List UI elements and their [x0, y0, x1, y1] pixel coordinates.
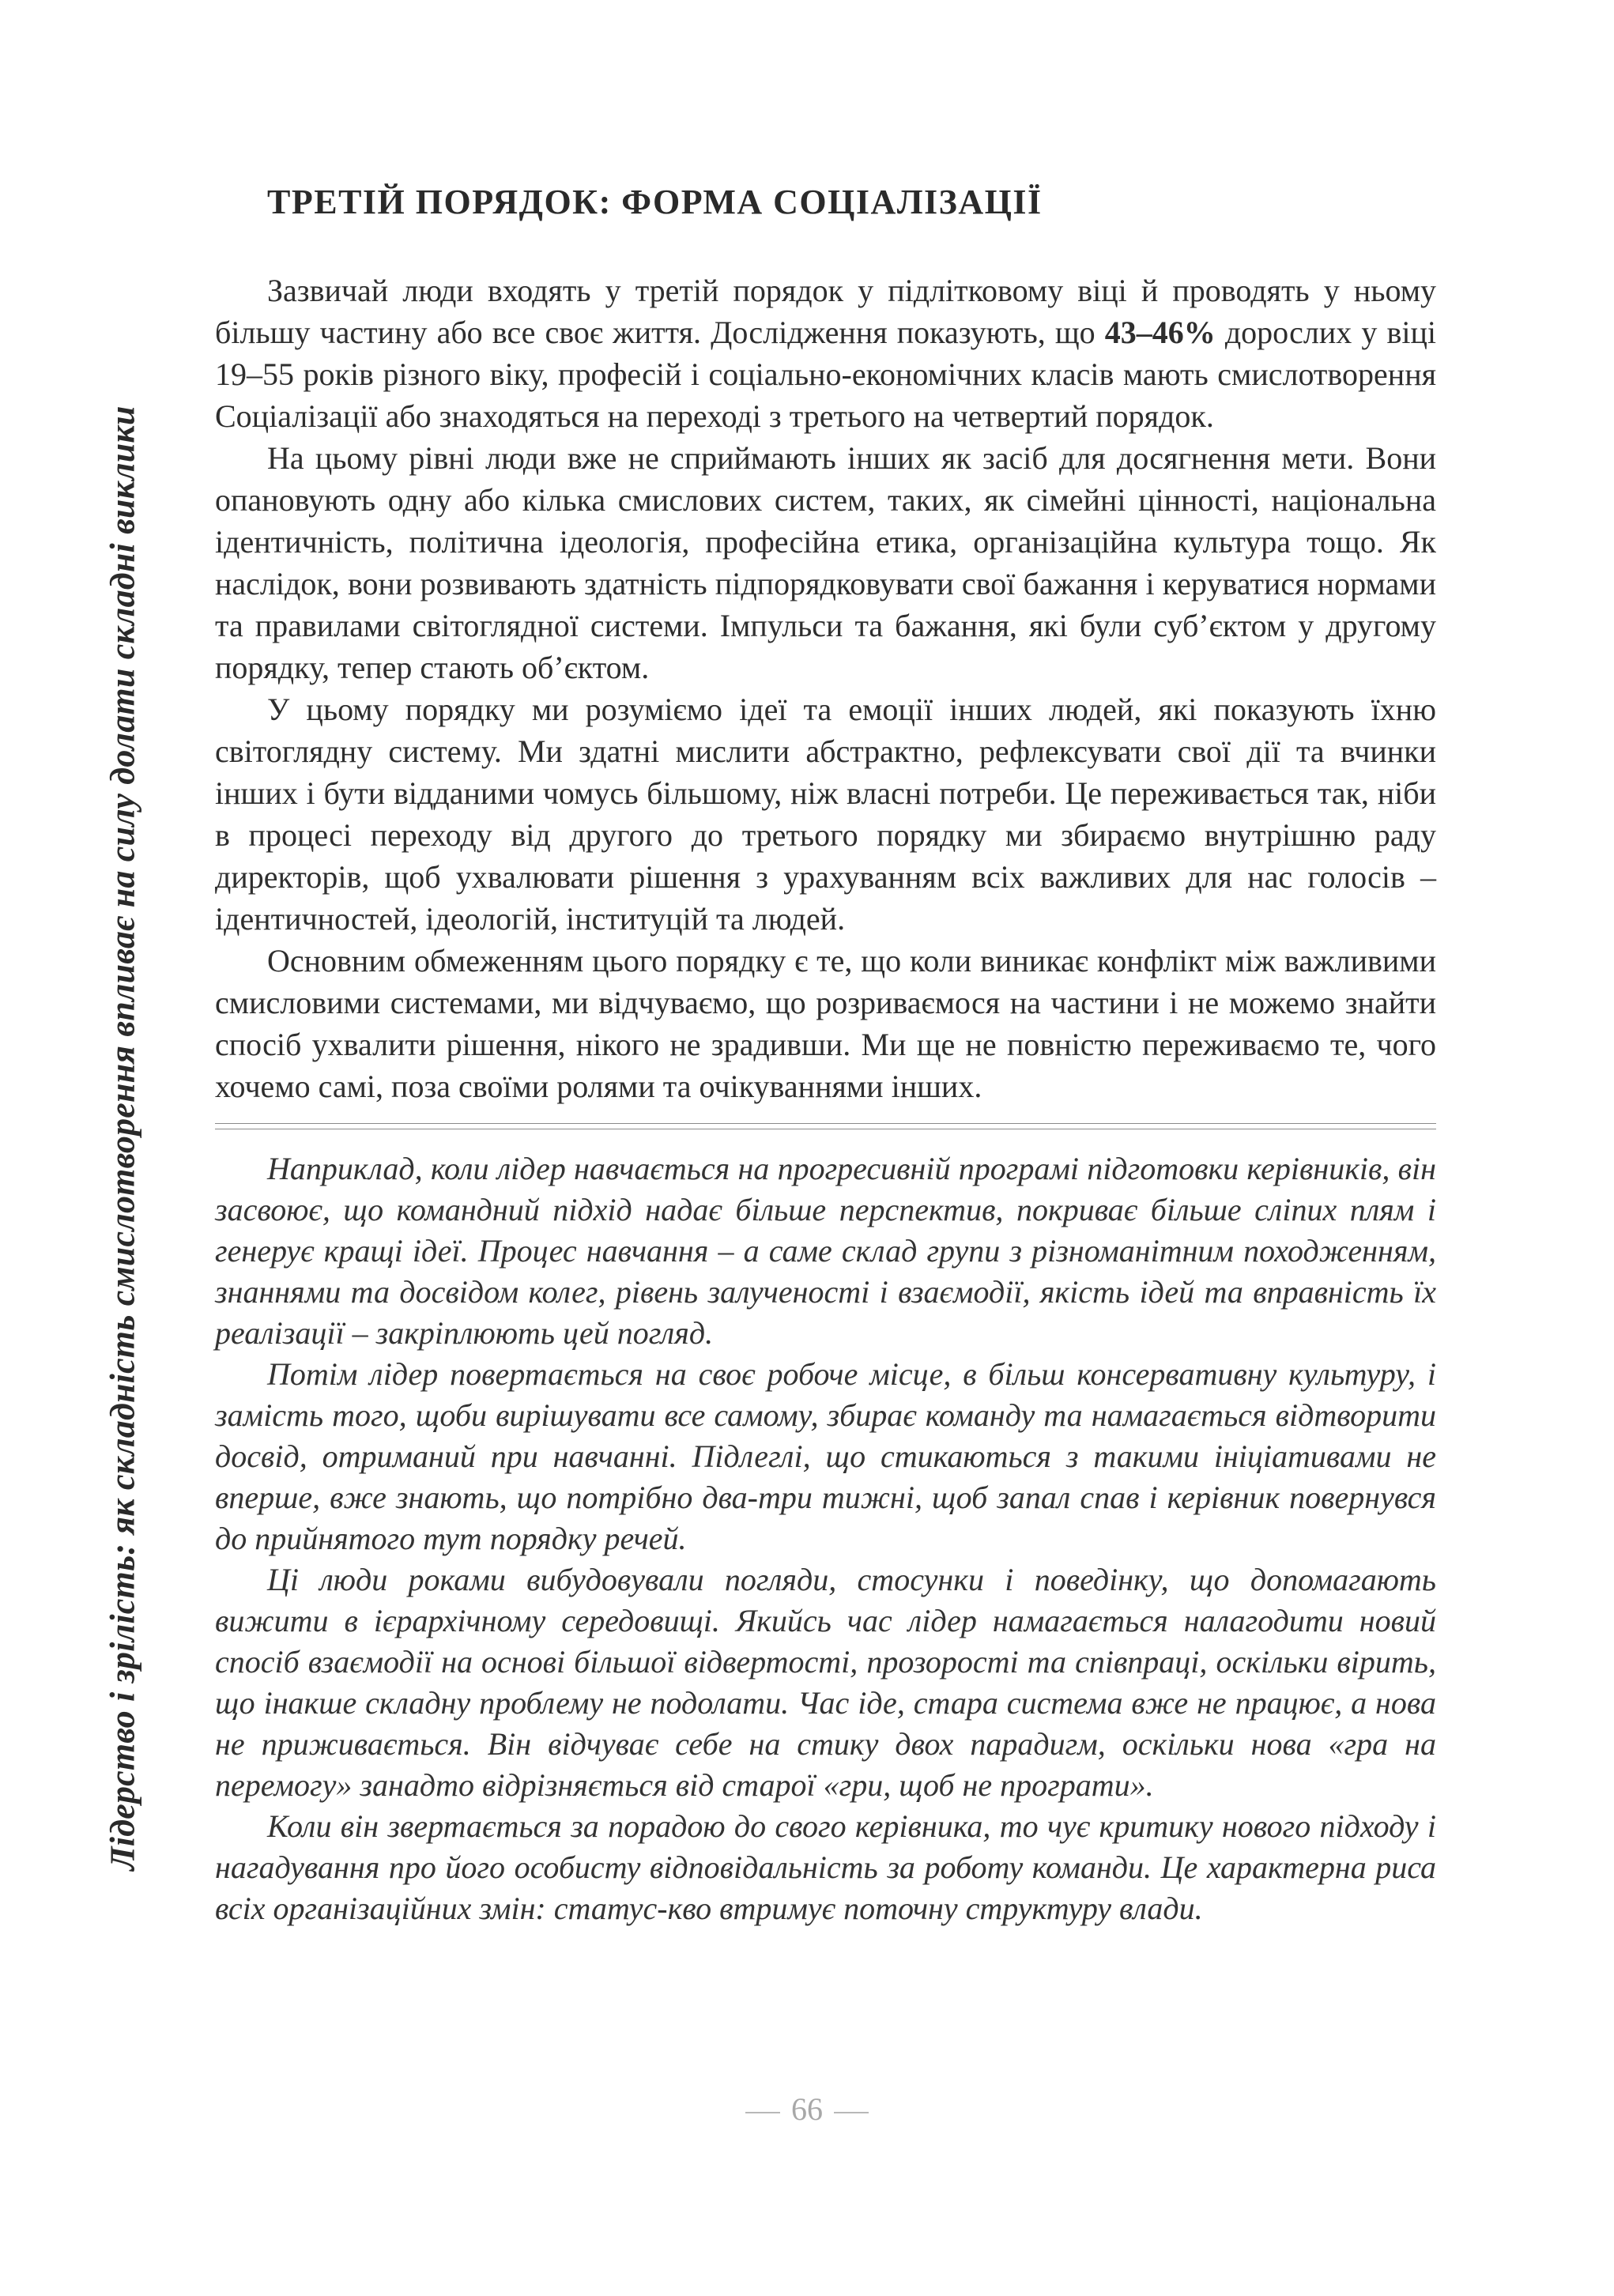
footer-dash-left	[745, 2112, 780, 2113]
body-paragraph: На цьому рівні люди вже не сприймають інших як засіб для досягнення мети. Вони опановують одну або кілька смислових систем, таких, як сімейні цінності, національна ідентичність, політична ідеологія, професійна етика, організаційна культура тощо. Як наслідок, вони розвивають здатність підпорядковувати свої бажання і керуватися нормами та правилами світоглядної системи. Імпульси та бажання, які були суб’єктом у другому порядку, тепер стають об’єктом.	[215, 440, 1436, 685]
body-paragraph: Основним обмеженням цього порядку є те, що коли виникає конфлікт між важливими смисловими системами, ми відчуваємо, що розриваємося на частини і не можемо знайти спосіб ухвалити рішення, нікого не зрадивши. Ми ще не повністю переживаємо те, чого хочемо самі, поза своїми ролями та очікуваннями інших.	[215, 943, 1436, 1104]
paragraph-text: Зазвичай люди входять у третій порядок у підлітковому віці й проводять у ньому більшу частину або все своє життя. Дослідження показують, що	[215, 273, 1436, 350]
body-paragraph	[215, 270, 1436, 437]
page-footer	[0, 2091, 1614, 2128]
section-heading: ТРЕТІЙ ПОРЯДОК: ФОРМА СОЦІАЛІЗАЦІЇ	[267, 183, 1043, 221]
body-paragraph: У цьому порядку ми розуміємо ідеї та емоції інших людей, які показують їхню світоглядну систему. Ми здатні мислити абстрактно, рефлексувати свої дії та вчинки інших і бути відданими чомусь більшому, ніж власні потреби. Це переживається так, ніби в процесі переходу від другого до третього порядку ми збираємо внутрішню раду директорів, щоб ухвалювати рішення з урахуванням всіх важливих для нас голосів – ідентичностей, ідеологій, інституцій та людей.	[215, 692, 1436, 937]
page-content	[215, 182, 1436, 1929]
bold-percentage: 43–46%	[1104, 315, 1216, 350]
page-number: 66	[791, 2091, 823, 2127]
paragraph-text: дорослих у віці 19–55 років різного віку, професій і соціально-економічних класів мають смислотворення Соціалізації або знаходяться на переході з третього на четвертий порядок.	[215, 315, 1436, 434]
running-head-vertical: Лідерство і зрілість: як складність смислотворення впливає на силу долати складні виклики	[103, 405, 142, 1871]
footer-dash-right	[834, 2112, 869, 2113]
example-paragraph: Наприклад, коли лідер навчається на прогресивній програмі підготовки керівників, він засвоює, що командний підхід надає більше перспектив, покриває більше сліпих плям і генерує кращі ідеї. Процес навчання – а саме склад групи з різноманітним походженням, знаннями та досвідом колег, рівень залученості і взаємодії, якість ідей та вправність їх реалізації – закріплюють цей погляд.	[215, 1151, 1436, 1351]
example-paragraph: Потім лідер повертається на своє робоче місце, в більш консервативну культуру, і замість того, щоби вирішувати все самому, збирає команду та намагається відтворити досвід, отриманий при навчанні. Підлеглі, що стикаються з такими ініціативами не вперше, вже знають, що потрібно два-три тижні, щоб запал спав і керівник повернувся до прийнятого тут порядку речей.	[215, 1356, 1436, 1556]
double-rule-divider	[215, 1123, 1436, 1129]
example-paragraph: Ці люди роками вибудовували погляди, стосунки і поведінку, що допомагають вижити в ієрархічному середовищі. Якийсь час лідер намагається налагодити новий спосіб взаємодії на основі більшої відвертості, прозорості та співпраці, оскільки вірить, що інакше складну проблему не подолати. Час іде, стара система вже не працює, а нова не приживається. Він відчуває себе на стику двох парадигм, оскільки нова «гра на перемогу» занадто відрізняється від старої «гри, щоб не програти».	[215, 1562, 1436, 1803]
example-paragraph: Коли він звертається за порадою до свого керівника, то чує критику нового підходу і нагадування про його особисту відповідальність за роботу команди. Це характерна риса всіх організаційних змін: статус-кво втримує поточну структуру влади.	[215, 1808, 1436, 1926]
